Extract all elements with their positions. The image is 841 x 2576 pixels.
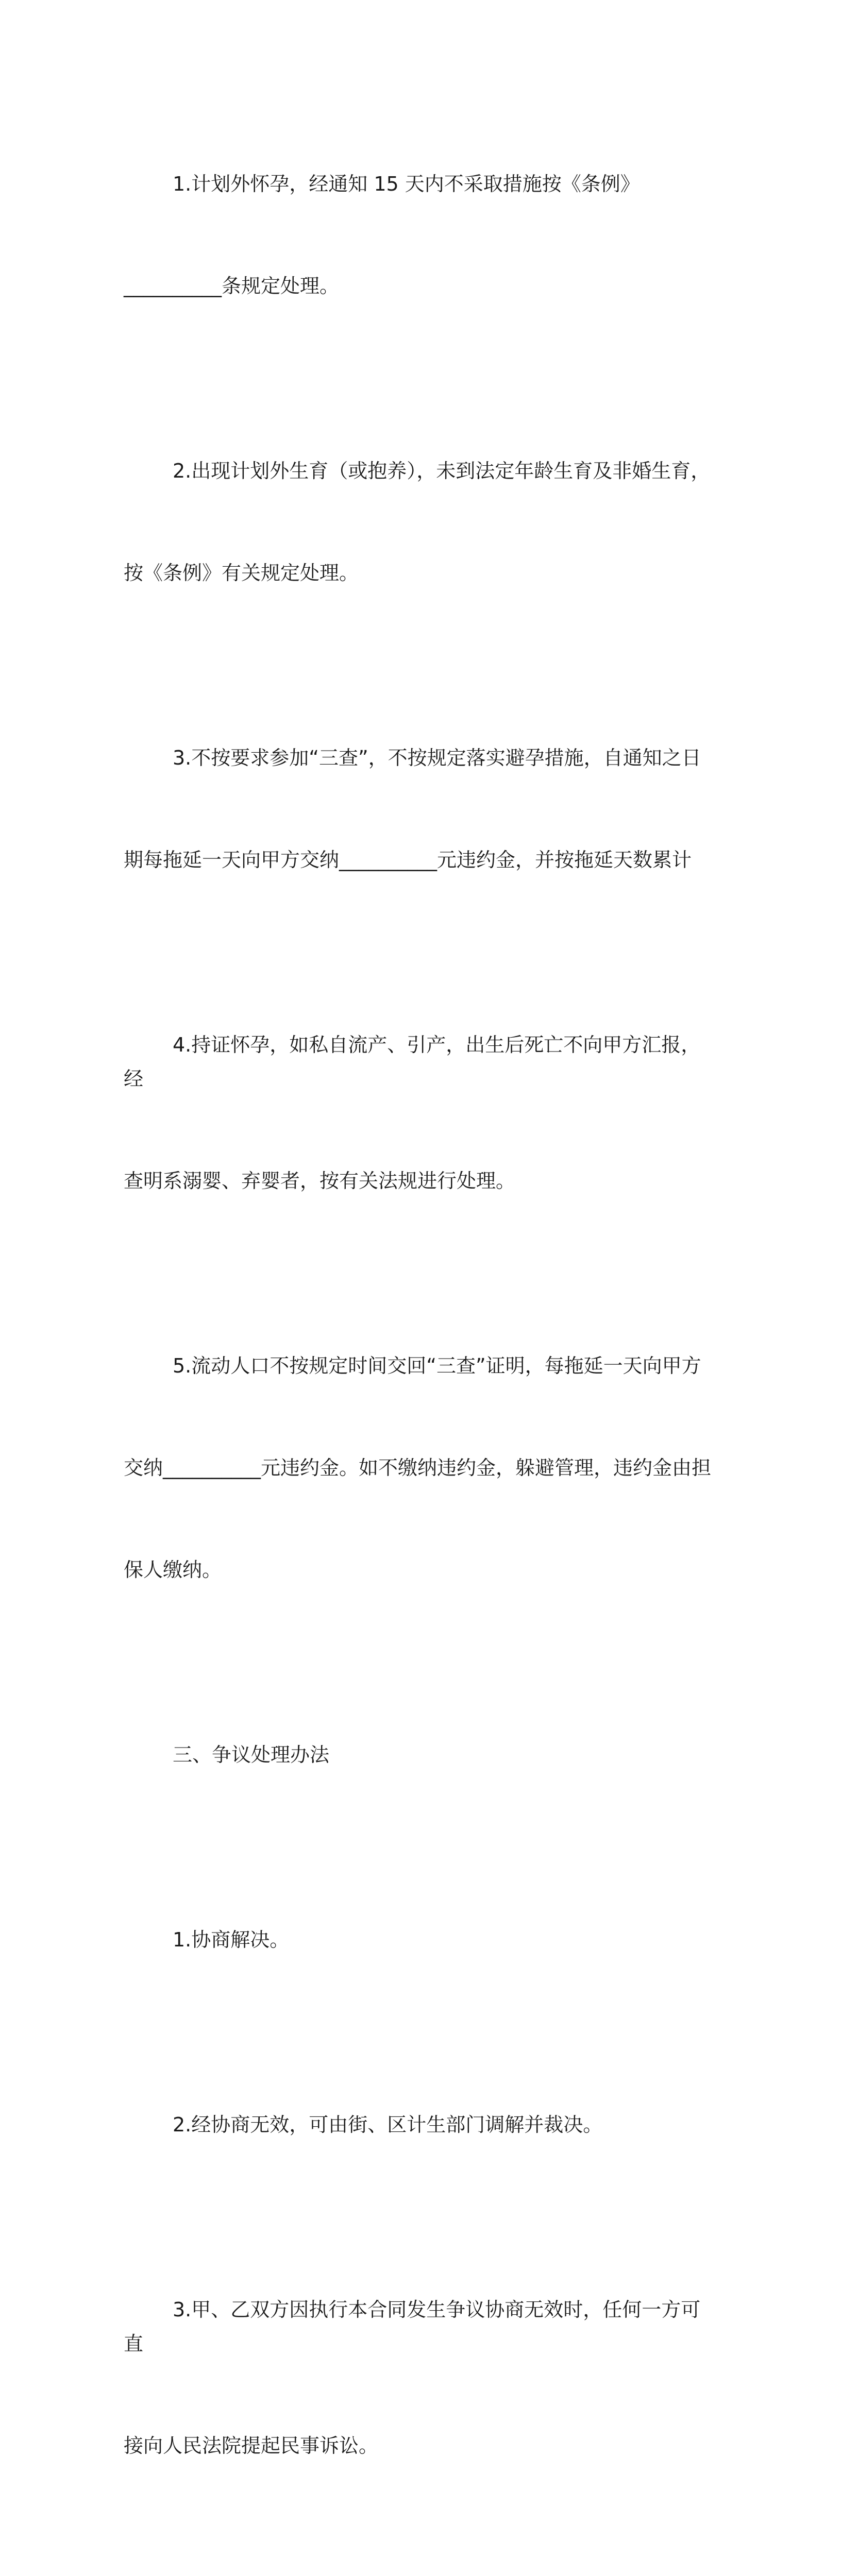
clause-3-paragraph xyxy=(124,673,717,945)
text-line: 3.不按要求参加“三查”，不按规定落实避孕措施，自通知之日 xyxy=(173,747,701,769)
clause-1-paragraph xyxy=(124,99,717,371)
text-line: 2.出现计划外生育（或抱养），未到法定年龄生育及非婚生育， xyxy=(173,460,711,482)
dispute-item-2 xyxy=(124,2040,717,2210)
text-line: 交纳__________元违约金。如不缴纳违约金，躲避管理，违约金由担 xyxy=(124,1456,712,1479)
text-line: 5.流动人口不按规定时间交回“三查”证明，每拖延一天向甲方 xyxy=(173,1354,701,1377)
text-line: 1.协商解决。 xyxy=(173,1928,290,1951)
text-line: 保人缴纳。 xyxy=(124,1558,222,1581)
text-line: __________条规定处理。 xyxy=(124,275,340,297)
text-line: 期每拖延一天向甲方交纳__________元违约金，并按拖延天数累计 xyxy=(124,849,692,871)
dispute-item-3 xyxy=(124,2225,717,2531)
clause-5-paragraph xyxy=(124,1281,717,1655)
text-line: 按《条例》有关规定处理。 xyxy=(124,562,359,584)
text-line: 接向人民法院提起民事诉讼。 xyxy=(124,2434,379,2457)
section-four-validity xyxy=(124,2546,717,2576)
text-line: 3.甲、乙双方因执行本合同发生争议协商无效时，任何一方可直 xyxy=(124,2298,701,2355)
document-page xyxy=(124,99,717,2576)
text-line: 1.计划外怀孕，经通知 15 天内不采取措施按《条例》 xyxy=(173,173,640,195)
heading-text: 三、争议处理办法 xyxy=(173,1743,330,1766)
text-line: 4.持证怀孕，如私自流产、引产，出生后死亡不向甲方汇报，经 xyxy=(124,1033,701,1090)
section-heading-dispute xyxy=(124,1670,717,1840)
text-line: 2.经协商无效，可由街、区计生部门调解并裁决。 xyxy=(173,2113,603,2136)
clause-2-paragraph xyxy=(124,386,717,658)
clause-4-paragraph xyxy=(124,960,717,1266)
text-line: 查明系溺婴、弃婴者，按有关法规进行处理。 xyxy=(124,1170,516,1192)
dispute-item-1 xyxy=(124,1855,717,2025)
